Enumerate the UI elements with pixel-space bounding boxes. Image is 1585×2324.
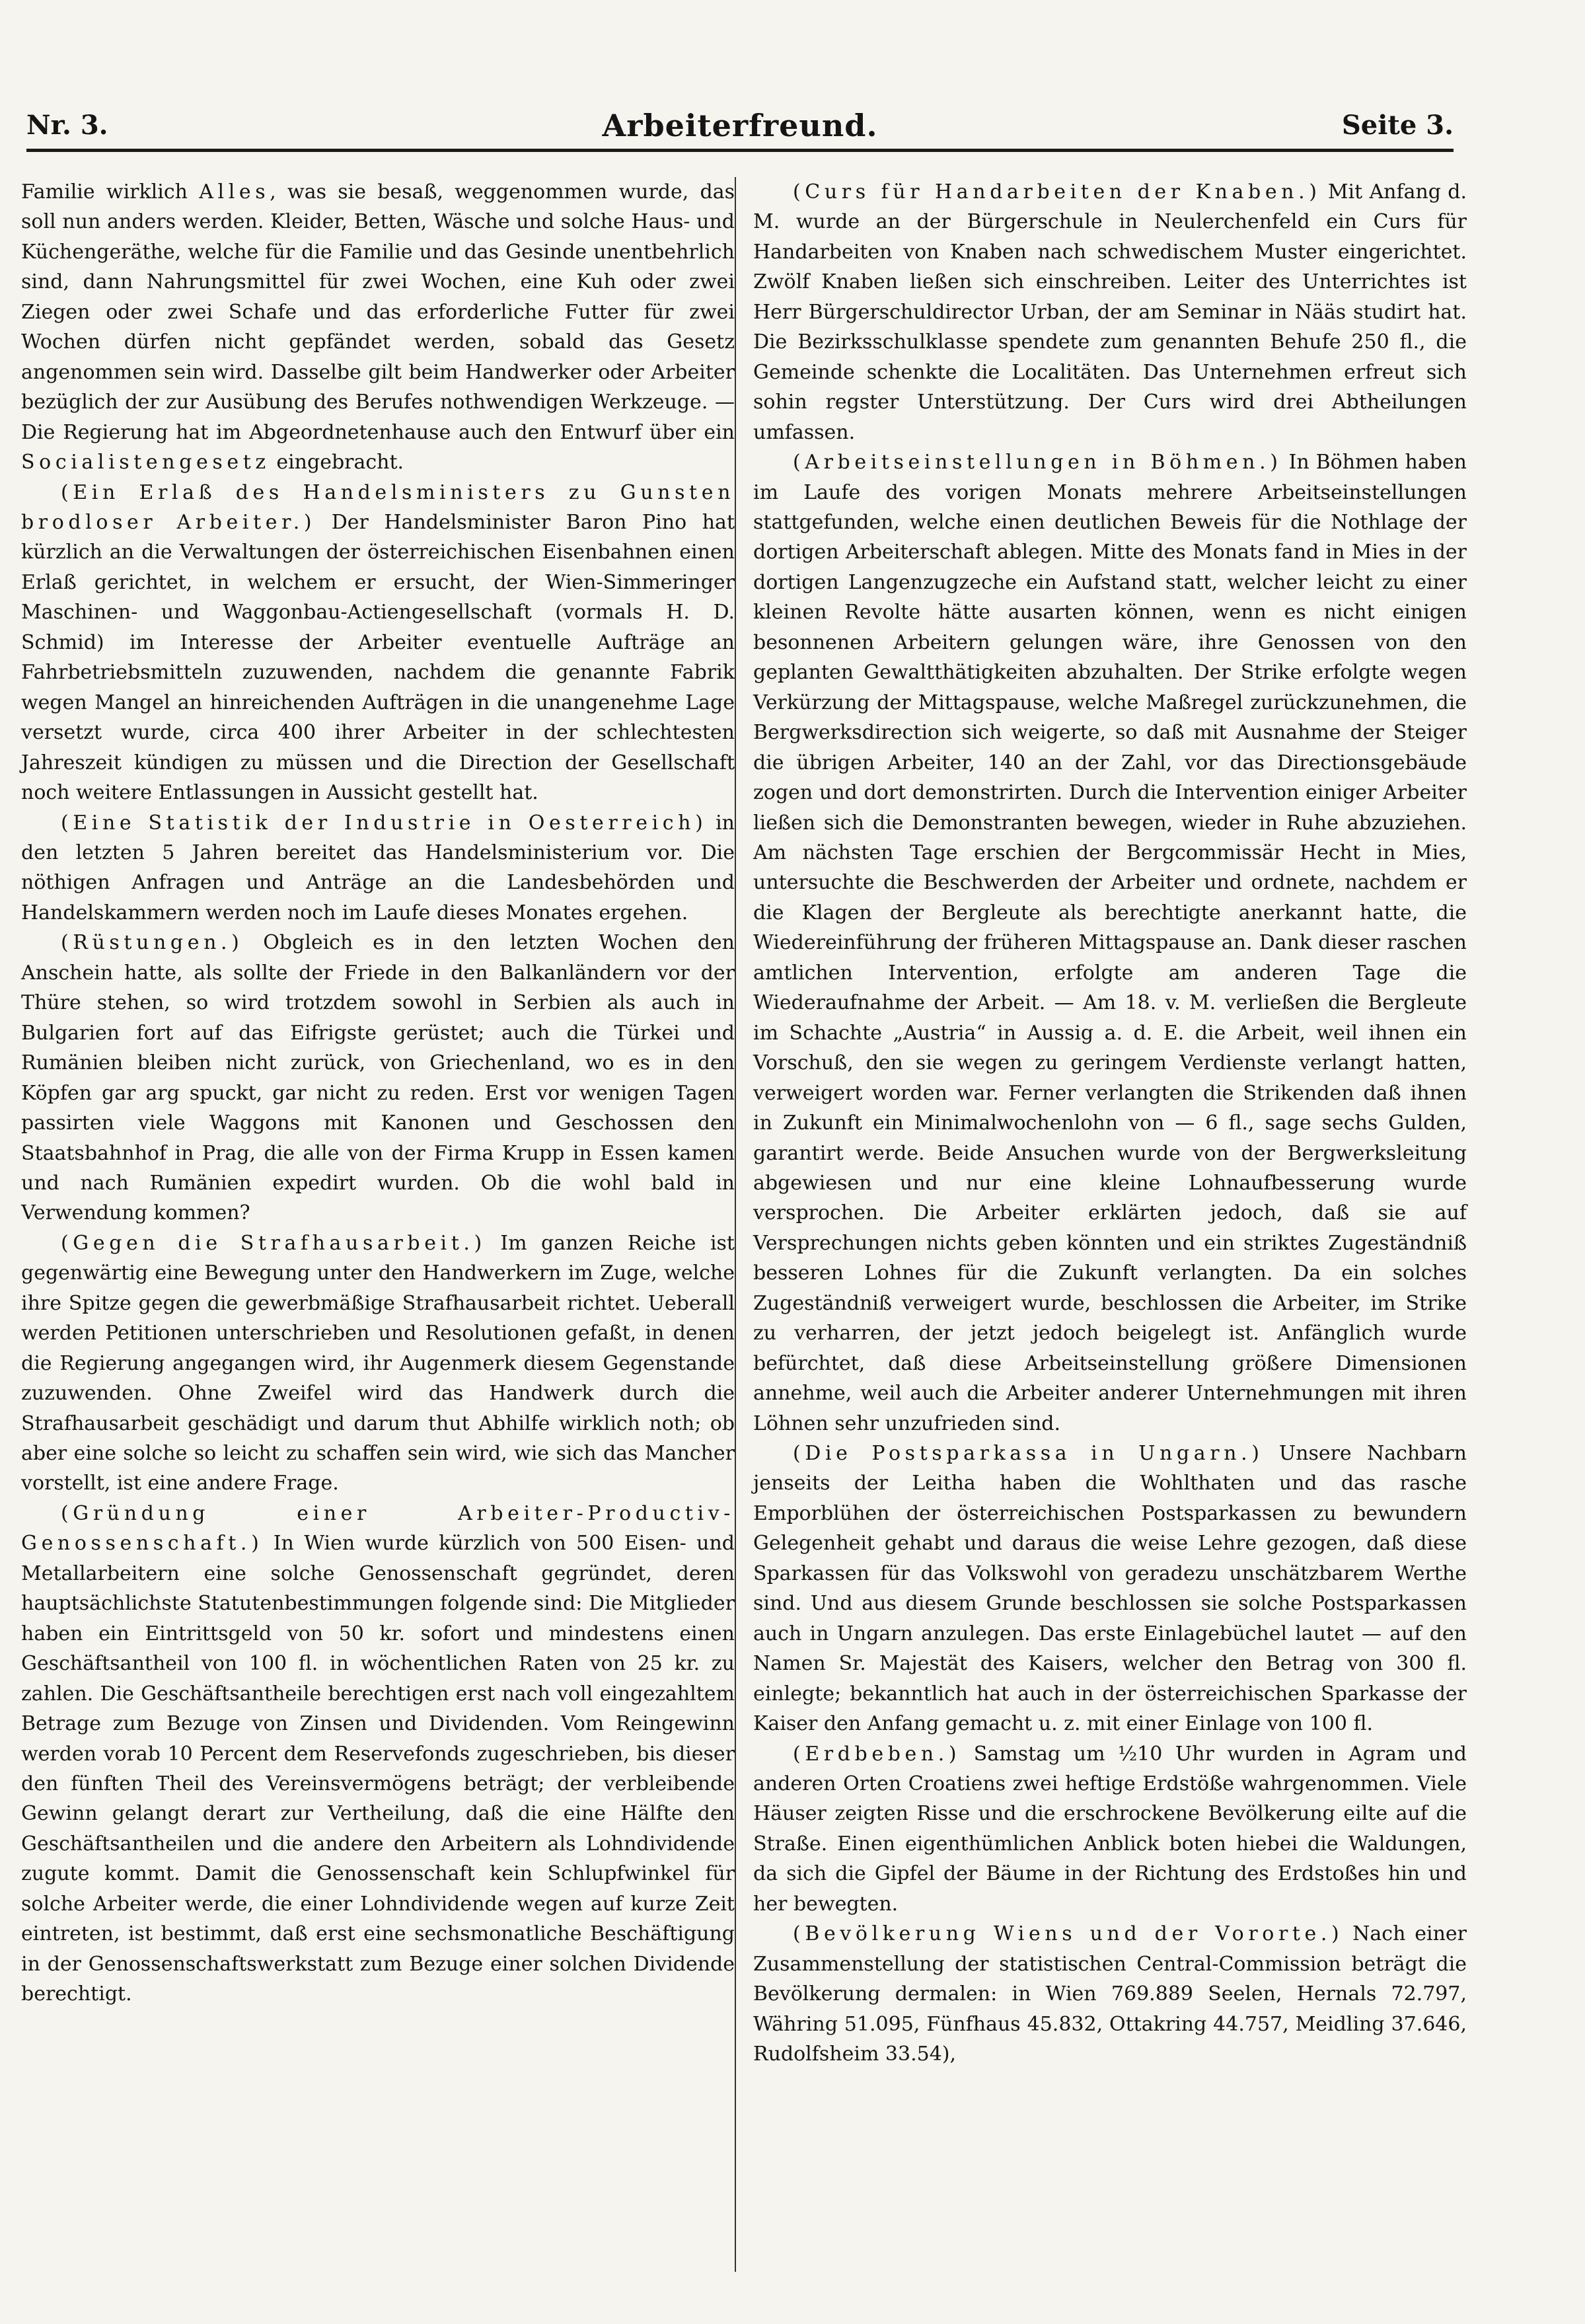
article-genossenschaft [21, 1499, 735, 2009]
article-heading: (Eine Statistik der Industrie in Oesterreich) [61, 811, 708, 835]
scan-edge-mark [0, 0, 26, 79]
page-header [26, 109, 1454, 152]
article-heading: (Bevölkerung Wiens und der Vororte.) [793, 1922, 1344, 1946]
article-body: In Wien wurde kürzlich von 500 Eisen- und Metallarbeitern eine solche Genossenschaft gegründet, deren hauptsächlichste Statutenbestimmungen folgende sind: Die Mitglieder haben ein Eintrittsgeld von 50 kr. sofort und mindestens einen Geschäftsantheil von 100 fl. in wöchentlichen Raten von 25 kr. zu zahlen. Die Geschäftsantheile berechtigen erst nach voll eingezahltem Betrage zum Bezuge von Zinsen und Dividenden. Vom Reingewinn werden vorab 10 Percent dem Reservefonds zugeschrieben, bis dieser den fünften Theil des Vereinsvermögens beträgt; der verbleibende Gewinn gelangt derart zur Vertheilung, daß die eine Hälfte den Geschäftsantheilen und die andere den Arbeitern als Lohndividende zugute kommt. Damit die Genossenschaft kein Schlupfwinkel für solche Arbeiter werde, die einer Lohndividende wegen auf kurze Zeit eintreten, ist bestimmt, daß erst eine sechsmonatliche Beschäftigung in der Genossenschaftswerkstatt zum Bezuge einer solchen Dividende berechtigt. [21, 1532, 735, 2006]
emphasis-text: Alles [199, 180, 270, 204]
page-number: Seite 3. [1341, 110, 1454, 141]
text-run: Familie wirklich [21, 180, 200, 204]
article-postsparkassa [753, 1439, 1467, 1739]
article-body: Obgleich es in den letzten Wochen den Anschein hatte, als sollte der Friede in den Balkanländern vor der Thüre stehen, so wird trotzdem sowohl in Serbien als auch in Bulgarien fort auf das Eifrigste gerüstet; auch die Türkei und Rumänien bleiben nicht zurück, von Griechenland, wo es in den Köpfen gar arg spuckt, gar nicht zu reden. Erst vor wenigen Tagen passirten viele Waggons mit Kanonen und Geschossen den Staatsbahnhof in Prag, die alle von der Firma Krupp in Essen kamen und nach Rumänien expedirt wurden. Ob die wohl bald in Verwendung kommen? [21, 931, 735, 1225]
article-continuation [21, 177, 735, 478]
article-heading: (Gründung einer Arbeiter-Productiv-Genossenschaft.) [21, 1501, 735, 1556]
article-body: Der Handelsminister Baron Pino hat kürzlich an die Verwaltungen der österreichischen Eisenbahnen einen Erlaß gerichtet, in welchem er ersucht, der Wien-Simmeringer Maschinen- und Waggonbau-Actiengesellschaft (vormals H. D. Schmid) im Interesse der Arbeiter eventuelle Aufträge an Fahrbetriebsmitteln zuzuwenden, nachdem die genannte Fabrik wegen Mangel an hinreichenden Aufträgen in die unangenehme Lage versetzt wurde, circa 400 ihrer Arbeiter in der schlechtesten Jahreszeit kündigen zu müssen und die Direction der Gesellschaft noch weitere Entlassungen in Aussicht gestellt hat. [21, 510, 735, 805]
issue-number: Nr. 3. [26, 110, 108, 141]
article-handelsminister [21, 478, 735, 808]
text-run: , was sie besaß, weggenommen wurde, das soll nun anders werden. Kleider, Betten, Wäsche und solche Haus- und Küchengeräthe, welche für die Familie und das Gesinde unentbehrlich sind, dann Nahrungsmittel für zwei Wochen, eine Kuh oder zwei Ziegen oder zwei Schafe und das erforderliche Futter für zwei Wochen dürfen nicht gepfändet werden, sobald das Gesetz angenommen sein wird. Dasselbe gilt beim Handwerker oder Arbeiter bezüglich der zur Ausübung des Berufes nothwendigen Werkzeuge. — Die Regierung hat im Abgeordnetenhause auch den Entwurf über ein [21, 180, 735, 444]
article-erdbeben [753, 1739, 1467, 1920]
article-heading: (Rüstungen.) [61, 931, 244, 955]
article-heading: (Arbeitseinstellungen in Böhmen.) [793, 451, 1282, 474]
article-handarbeiten [753, 177, 1467, 447]
article-arbeitseinstellungen [753, 447, 1467, 1439]
newspaper-title: Arbeiterfreund. [602, 108, 878, 143]
article-heading: (Ein Erlaß des Handelsministers zu Gunsten brodloser Arbeiter.) [21, 480, 735, 534]
article-body: Mit Anfang d. M. wurde an der Bürgerschule in Neulerchenfeld ein Curs für Handarbeiten von Knaben nach schwedischem Muster eingerichtet. Zwölf Knaben ließen sich einschreiben. Leiter des Unterrichtes ist Herr Bürgerschuldirector Urban, der am Seminar in Nääs studirt hat. Die Bezirksschulklasse spendete zum genannten Behufe 250 fl., die Gemeinde schenkte die Localitäten. Das Unternehmen erfreut sich sohin regster Unterstützung. Der Curs wird drei Abtheilungen umfassen. [753, 180, 1467, 444]
article-strafhausarbeit [21, 1228, 735, 1499]
article-body: Im ganzen Reiche ist gegenwärtig eine Bewegung unter den Handwerkern im Zuge, welche ihre Spitze gegen die gewerbmäßige Strafhausarbeit richtet. Ueberall werden Petitionen unterschrieben und Resolutionen gefaßt, in denen die Regierung angegangen wird, ihr Augenmerk diesem Gegenstande zuzuwenden. Ohne Zweifel wird das Handwerk durch die Strafhausarbeit geschädigt und darum thut Abhilfe wirklich noth; ob aber eine solche so leicht zu schaffen sein wird, wie sich das Mancher vorstellt, ist eine andere Frage. [21, 1231, 735, 1495]
article-heading: (Gegen die Strafhausarbeit.) [61, 1231, 486, 1255]
article-body: in den letzten 5 Jahren bereitet das Handelsministerium vor. Die nöthigen Anfragen und Anträge an die Landesbehörden und Handelskammern werden noch im Laufe dieses Monates ergehen. [21, 811, 735, 924]
article-body: Unsere Nachbarn jenseits der Leitha haben die Wohlthaten und das rasche Emporblühen der österreichischen Postsparkassen zu bewundern Gelegenheit gehabt und daraus die weise Lehre gezogen, daß diese Sparkassen für das Volkswohl von geradezu unschätzbarem Werthe sind. Und aus diesem Grunde beschlossen sie solche Postsparkassen auch in Ungarn anzulegen. Das erste Einlagebüchel lautet — auf den Namen Sr. Majestät des Kaisers, welcher den Betrag von 300 fl. einlegte; bekanntlich hat auch in der österreichischen Sparkasse der Kaiser den Anfang gemacht u. z. mit einer Einlage von 100 fl. [753, 1442, 1467, 1736]
article-statistik [21, 808, 735, 928]
article-ruestungen [21, 928, 735, 1228]
right-column [753, 177, 1467, 2070]
article-body: In Böhmen haben im Laufe des vorigen Monats mehrere Arbeitseinstellungen stattgefunden, welche einen deutlichen Beweis für die Nothlage der dortigen Arbeiterschaft ablegen. Mitte des Monats fand in Mies in der dortigen Langenzugzeche ein Aufstand statt, welcher leicht zu einer kleinen Revolte hätte ausarten können, wenn es nicht einigen besonnenen Arbeitern gelungen wäre, ihre Genossen von den geplanten Gewaltthätigkeiten abzuhalten. Der Strike erfolgte wegen Verkürzung der Mittagspause, welche Maßregel zurückzunehmen, die Bergwerksdirection sich weigerte, so daß mit Ausnahme der Steiger die übrigen Arbeiter, 140 an der Zahl, vor das Directionsgebäude zogen und dort demonstrirten. Durch die Intervention einiger Arbeiter ließen sich die Demonstranten bewegen, wieder in Ruhe abzuziehen. Am nächsten Tage erschien der Bergcommissär Hecht in Mies, untersuchte die Beschwerden der Arbeiter und ordnete, nachdem er die Klagen der Bergleute als berechtigte anerkannt hatte, die Wiedereinführung der früheren Mittagspause an. Dank dieser raschen amtlichen Intervention, erfolgte am anderen Tage die Wiederaufnahme der Arbeit. — Am 18. v. M. verließen die Bergleute im Schachte „Austria“ in Aussig a. d. E. die Arbeit, weil ihnen ein Vorschuß, den sie wegen zu geringem Verdienste verlangt hatten, verweigert worden war. Ferner verlangten die Strikenden daß ihnen in Zukunft ein Minimalwochenlohn von — 6 fl., sage sechs Gulden, garantirt werde. Beide Ansuchen wurde von der Bergwerksleitung abgewiesen und nur eine kleine Lohnaufbesserung wurde versprochen. Die Arbeiter erklärten jedoch, daß sie auf Versprechungen nichts geben könnten und ein striktes Zugeständniß besseren Lohnes für die Zukunft verlangten. Da ein solches Zugeständniß verweigert wurde, beschlossen die Arbeiter, im Strike zu verharren, der jetzt jedoch beigelegt ist. Anfänglich wurde befürchtet, daß diese Arbeitseinstellung größere Dimensionen annehme, weil auch die Arbeiter anderer Unternehmungen mit ihren Löhnen sehr unzufrieden sind. [753, 451, 1467, 1435]
article-heading: (Curs für Handarbeiten der Knaben.) [793, 180, 1321, 204]
article-body: Nach einer Zusammenstellung der statistischen Central-Commission beträgt die Bevölkerung dermalen: in Wien 769.889 Seelen, Hernals 72.797, Währing 51.095, Fünfhaus 45.832, Ottakring 44.757, Meidling 37.646, Rudolfsheim 33.54), [753, 1922, 1467, 2066]
column-divider [735, 177, 736, 2272]
left-column [21, 177, 735, 2009]
article-heading: (Erdbeben.) [793, 1742, 961, 1766]
article-heading: (Die Postsparkassa in Ungarn.) [793, 1442, 1264, 1466]
emphasis-text: Socialistengesetz [21, 451, 270, 474]
article-bevoelkerung [753, 1919, 1467, 2069]
article-body: Samstag um ½10 Uhr wurden in Agram und anderen Orten Croatiens zwei heftige Erdstöße wahrgenommen. Viele Häuser zeigten Risse und die erschrockene Bevölkerung eilte auf die Straße. Einen eigenthümlichen Anblick boten hiebei die Waldungen, da sich die Gipfel der Bäume in der Richtung des Erdstoßes hin und her bewegten. [753, 1742, 1467, 1916]
text-run: eingebracht. [270, 451, 404, 474]
